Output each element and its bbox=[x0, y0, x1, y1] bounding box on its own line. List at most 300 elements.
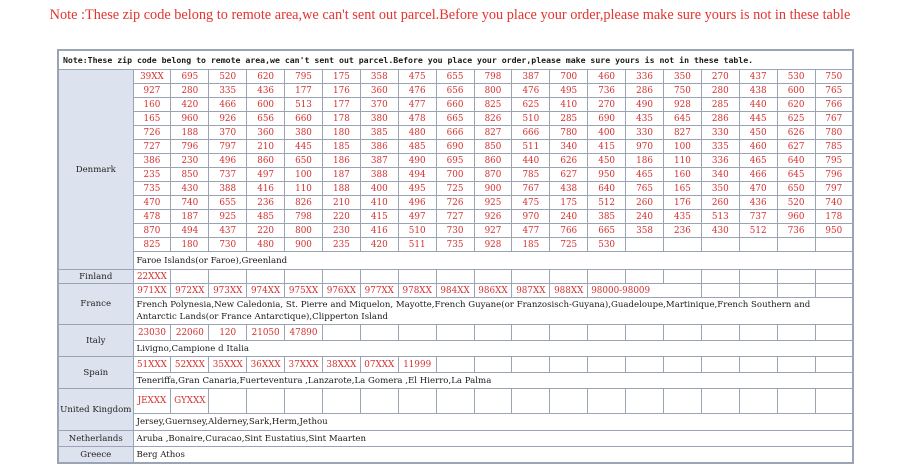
zip-code-cell: 210 bbox=[322, 196, 360, 210]
zip-code-cell: 388 bbox=[209, 182, 247, 196]
zip-code-cell: GYXXX bbox=[171, 389, 209, 414]
zip-code-cell: 438 bbox=[550, 182, 588, 196]
zip-code-cell: 780 bbox=[815, 126, 853, 140]
zip-code-cell: 336 bbox=[626, 70, 664, 84]
zip-code-cell: 230 bbox=[171, 154, 209, 168]
zip-code-cell: 735 bbox=[436, 238, 474, 252]
zip-code-cell: 666 bbox=[512, 126, 550, 140]
zip-code-cell: JEXXX bbox=[133, 389, 171, 414]
zip-code-cell: 970 bbox=[512, 210, 550, 224]
italy-regions-row bbox=[58, 341, 853, 357]
empty-cell bbox=[550, 357, 588, 373]
zip-code-cell: 730 bbox=[436, 224, 474, 238]
empty-cell bbox=[588, 325, 626, 341]
zip-code-cell: 445 bbox=[739, 112, 777, 126]
empty-cell bbox=[474, 270, 512, 284]
zip-code-cell: 984XX bbox=[436, 284, 474, 298]
empty-cell bbox=[777, 238, 815, 252]
zip-code-cell: 186 bbox=[626, 154, 664, 168]
empty-cell bbox=[663, 389, 701, 414]
empty-cell bbox=[436, 325, 474, 341]
zip-code-cell: 360 bbox=[360, 84, 398, 98]
zip-code-cell: 960 bbox=[777, 210, 815, 224]
france-regions-row bbox=[58, 298, 853, 325]
zip-code-cell: 850 bbox=[474, 140, 512, 154]
empty-cell bbox=[588, 357, 626, 373]
country-denmark: Denmark bbox=[58, 70, 133, 270]
empty-cell bbox=[663, 270, 701, 284]
zip-code-cell: 23030 bbox=[133, 325, 171, 341]
zip-code-cell: 22XXX bbox=[133, 270, 171, 284]
zip-code-cell: 665 bbox=[436, 112, 474, 126]
zip-code-cell: 165 bbox=[133, 112, 171, 126]
zip-code-cell: 385 bbox=[588, 210, 626, 224]
zip-code-cell: 950 bbox=[815, 224, 853, 238]
zip-code-cell: 626 bbox=[550, 154, 588, 168]
zip-code-cell: 416 bbox=[360, 224, 398, 238]
zip-code-cell: 986XX bbox=[474, 284, 512, 298]
zip-code-cell: 466 bbox=[209, 98, 247, 112]
zip-code-cell: 415 bbox=[588, 140, 626, 154]
empty-cell bbox=[739, 238, 777, 252]
zip-code-cell: 330 bbox=[626, 126, 664, 140]
zip-code-cell: 725 bbox=[436, 182, 474, 196]
zip-code-cell: 460 bbox=[739, 140, 777, 154]
zip-code-cell: 52XXX bbox=[171, 357, 209, 373]
zip-code-cell: 825 bbox=[474, 98, 512, 112]
zip-code-cell: 478 bbox=[133, 210, 171, 224]
zip-code-cell: 826 bbox=[474, 112, 512, 126]
zip-code-cell: 497 bbox=[247, 168, 285, 182]
denmark-codes-row bbox=[58, 140, 853, 154]
zip-code-cell: 185 bbox=[512, 238, 550, 252]
zip-code-cell: 387 bbox=[512, 70, 550, 84]
zip-code-cell: 988XX bbox=[550, 284, 588, 298]
zip-code-cell: 485 bbox=[247, 210, 285, 224]
zip-code-cell: 695 bbox=[436, 154, 474, 168]
country-uk: United Kingdom bbox=[58, 389, 133, 431]
zip-code-cell: 800 bbox=[474, 84, 512, 98]
zip-code-cell: 386 bbox=[133, 154, 171, 168]
zip-code-cell: 785 bbox=[815, 140, 853, 154]
empty-cell bbox=[398, 389, 436, 414]
empty-cell bbox=[777, 357, 815, 373]
denmark-codes-row bbox=[58, 98, 853, 112]
zip-code-cell: 826 bbox=[285, 196, 323, 210]
zip-code-cell: 120 bbox=[209, 325, 247, 341]
zip-code-cell: 260 bbox=[626, 196, 664, 210]
zip-code-cell: 971XX bbox=[133, 284, 171, 298]
zip-code-cell: 600 bbox=[247, 98, 285, 112]
zip-code-cell: 188 bbox=[171, 126, 209, 140]
zip-code-cell: 727 bbox=[133, 140, 171, 154]
zip-code-cell: 450 bbox=[739, 126, 777, 140]
zip-code-cell: 795 bbox=[815, 154, 853, 168]
zip-code-cell: 974XX bbox=[247, 284, 285, 298]
zip-code-cell: 51XXX bbox=[133, 357, 171, 373]
zip-code-cell: 850 bbox=[171, 168, 209, 182]
zip-code-cell: 645 bbox=[663, 112, 701, 126]
zip-code-cell: 640 bbox=[777, 154, 815, 168]
zip-code-cell: 975XX bbox=[285, 284, 323, 298]
zip-code-cell: 358 bbox=[626, 224, 664, 238]
zip-code-cell: 285 bbox=[550, 112, 588, 126]
zip-code-cell: 435 bbox=[626, 112, 664, 126]
zip-code-cell: 860 bbox=[474, 154, 512, 168]
zip-code-cell: 436 bbox=[247, 84, 285, 98]
zip-code-cell: 185 bbox=[322, 140, 360, 154]
table-header-row bbox=[58, 50, 853, 70]
zip-code-cell: 465 bbox=[626, 168, 664, 182]
netherlands-regions: Aruba ,Bonaire,Curacao,Sint Eustatius,Sint Maarten bbox=[133, 431, 853, 447]
empty-cell bbox=[550, 325, 588, 341]
zip-code-cell: 655 bbox=[209, 196, 247, 210]
zip-code-cell: 330 bbox=[701, 126, 739, 140]
zip-code-cell: 415 bbox=[360, 210, 398, 224]
empty-cell bbox=[663, 357, 701, 373]
empty-cell bbox=[512, 357, 550, 373]
empty-cell bbox=[663, 238, 701, 252]
zip-code-cell: 825 bbox=[133, 238, 171, 252]
zip-code-cell: 600 bbox=[777, 84, 815, 98]
zip-code-cell: 388 bbox=[360, 168, 398, 182]
denmark-codes-row bbox=[58, 182, 853, 196]
empty-cell bbox=[474, 325, 512, 341]
empty-cell bbox=[739, 325, 777, 341]
zip-code-cell: 410 bbox=[360, 196, 398, 210]
country-spain: Spain bbox=[58, 357, 133, 389]
zip-code-cell: 335 bbox=[701, 140, 739, 154]
zip-code-cell: 650 bbox=[777, 182, 815, 196]
empty-cell bbox=[209, 389, 247, 414]
zip-code-cell: 466 bbox=[739, 168, 777, 182]
empty-cell bbox=[550, 270, 588, 284]
zip-code-cell: 335 bbox=[209, 84, 247, 98]
table-header: Note:These zip code belong to remote area,we can't sent out parcel.Before you place your order,please make sure yours is not in these table. bbox=[58, 50, 853, 70]
spain-regions-row bbox=[58, 373, 853, 389]
empty-cell bbox=[474, 389, 512, 414]
denmark-codes-row bbox=[58, 84, 853, 98]
empty-cell bbox=[739, 389, 777, 414]
zip-code-cell: 800 bbox=[285, 224, 323, 238]
zip-code-cell: 490 bbox=[398, 154, 436, 168]
zip-code-cell: 286 bbox=[701, 112, 739, 126]
zip-code-cell: 480 bbox=[398, 126, 436, 140]
zip-code-cell: 110 bbox=[663, 154, 701, 168]
empty-cell bbox=[285, 389, 323, 414]
zip-code-cell: 977XX bbox=[360, 284, 398, 298]
zip-code-cell: 970 bbox=[626, 140, 664, 154]
zip-code-cell: 400 bbox=[360, 182, 398, 196]
zip-code-cell: 900 bbox=[285, 238, 323, 252]
zip-code-cell: 725 bbox=[550, 238, 588, 252]
zip-code-cell: 927 bbox=[474, 224, 512, 238]
zip-code-cell: 767 bbox=[512, 182, 550, 196]
zip-code-cell: 35XXX bbox=[209, 357, 247, 373]
zip-code-cell: 110 bbox=[285, 182, 323, 196]
zip-code-cell: 765 bbox=[815, 84, 853, 98]
zip-code-cell: 476 bbox=[512, 84, 550, 98]
zip-code-cell: 188 bbox=[322, 182, 360, 196]
zip-code-cell: 496 bbox=[398, 196, 436, 210]
zip-code-cell: 750 bbox=[663, 84, 701, 98]
empty-cell bbox=[701, 357, 739, 373]
zip-code-cell: 475 bbox=[512, 196, 550, 210]
zip-code-cell: 477 bbox=[512, 224, 550, 238]
empty-cell bbox=[626, 389, 664, 414]
zip-code-cell: 186 bbox=[322, 154, 360, 168]
zip-code-cell: 690 bbox=[588, 112, 626, 126]
zip-code-cell: 47890 bbox=[285, 325, 323, 341]
zip-code-cell: 476 bbox=[398, 84, 436, 98]
zip-code-cell: 460 bbox=[588, 70, 626, 84]
zip-code-cell: 437 bbox=[739, 70, 777, 84]
zip-code-cell: 737 bbox=[209, 168, 247, 182]
zip-code-cell: 797 bbox=[815, 182, 853, 196]
empty-cell bbox=[739, 270, 777, 284]
empty-cell bbox=[247, 389, 285, 414]
empty-cell bbox=[626, 270, 664, 284]
spain-regions: Teneriffa,Gran Canaria,Fuerteventura ,Lanzarote,La Gomera ,El Hierro,La Palma bbox=[133, 373, 853, 389]
zip-code-cell: 976XX bbox=[322, 284, 360, 298]
zip-code-cell: 336 bbox=[701, 154, 739, 168]
zip-code-cell: 511 bbox=[512, 140, 550, 154]
uk-regions-row bbox=[58, 414, 853, 431]
zip-code-cell: 798 bbox=[285, 210, 323, 224]
zip-code-cell: 100 bbox=[663, 140, 701, 154]
zip-code-cell: 176 bbox=[663, 196, 701, 210]
zip-code-cell: 436 bbox=[739, 196, 777, 210]
zip-code-cell: 230 bbox=[322, 224, 360, 238]
zip-code-cell: 430 bbox=[701, 224, 739, 238]
zip-code-cell: 165 bbox=[663, 182, 701, 196]
zip-code-cell: 177 bbox=[285, 84, 323, 98]
zip-code-cell: 666 bbox=[436, 126, 474, 140]
denmark-regions-row bbox=[58, 252, 853, 270]
zip-code-cell: 766 bbox=[550, 224, 588, 238]
zip-code-cell: 387 bbox=[360, 154, 398, 168]
zip-code-cell: 21050 bbox=[247, 325, 285, 341]
zip-code-cell: 438 bbox=[739, 84, 777, 98]
zip-code-cell: 360 bbox=[247, 126, 285, 140]
zip-code-cell: 925 bbox=[474, 196, 512, 210]
zip-code-cell: 440 bbox=[512, 154, 550, 168]
zip-code-cell: 450 bbox=[588, 154, 626, 168]
finland-codes-row bbox=[58, 270, 853, 284]
zip-code-cell: 36XXX bbox=[247, 357, 285, 373]
zip-code-cell: 350 bbox=[663, 70, 701, 84]
zip-code-cell: 926 bbox=[474, 210, 512, 224]
zip-code-cell: 235 bbox=[133, 168, 171, 182]
zip-code-cell: 38XXX bbox=[322, 357, 360, 373]
empty-cell bbox=[626, 238, 664, 252]
zip-code-cell: 512 bbox=[739, 224, 777, 238]
zip-code-cell: 340 bbox=[701, 168, 739, 182]
empty-cell bbox=[777, 270, 815, 284]
denmark-codes-row bbox=[58, 196, 853, 210]
zip-code-cell: 700 bbox=[436, 168, 474, 182]
zip-code-cell: 280 bbox=[171, 84, 209, 98]
empty-cell bbox=[626, 325, 664, 341]
zip-code-cell: 627 bbox=[550, 168, 588, 182]
zip-code-cell: 187 bbox=[171, 210, 209, 224]
zip-code-cell: 420 bbox=[171, 98, 209, 112]
zip-code-cell: 973XX bbox=[209, 284, 247, 298]
zip-code-cell: 626 bbox=[777, 126, 815, 140]
zip-code-cell: 870 bbox=[474, 168, 512, 182]
country-france: France bbox=[58, 284, 133, 325]
empty-cell bbox=[815, 357, 853, 373]
zip-code-cell: 927 bbox=[133, 84, 171, 98]
empty-cell bbox=[436, 270, 474, 284]
zip-code-cell: 730 bbox=[209, 238, 247, 252]
zip-code-cell: 620 bbox=[777, 98, 815, 112]
empty-cell bbox=[322, 325, 360, 341]
empty-cell bbox=[701, 325, 739, 341]
spain-codes-row bbox=[58, 357, 853, 373]
zip-code-cell: 737 bbox=[739, 210, 777, 224]
zip-code-cell: 470 bbox=[739, 182, 777, 196]
zip-code-cell: 160 bbox=[663, 168, 701, 182]
empty-cell bbox=[701, 389, 739, 414]
zip-code-cell: 520 bbox=[777, 196, 815, 210]
zip-code-cell: 512 bbox=[588, 196, 626, 210]
zip-code-cell: 220 bbox=[247, 224, 285, 238]
italy-regions: Livigno,Campione d Italia bbox=[133, 341, 853, 357]
greece-regions: Berg Athos bbox=[133, 447, 853, 464]
zip-code-cell: 726 bbox=[133, 126, 171, 140]
zip-code-cell: 358 bbox=[360, 70, 398, 84]
zip-code-cell: 420 bbox=[360, 238, 398, 252]
zip-code-cell: 160 bbox=[133, 98, 171, 112]
zip-code-cell: 435 bbox=[663, 210, 701, 224]
empty-cell bbox=[209, 270, 247, 284]
zip-code-cell: 210 bbox=[247, 140, 285, 154]
netherlands-regions-row bbox=[58, 431, 853, 447]
zip-code-cell: 11999 bbox=[398, 357, 436, 373]
zip-code-cell: 625 bbox=[512, 98, 550, 112]
empty-cell bbox=[777, 284, 815, 298]
zip-code-cell: 340 bbox=[550, 140, 588, 154]
zip-code-cell: 465 bbox=[739, 154, 777, 168]
zip-code-cell: 495 bbox=[550, 84, 588, 98]
zip-code-cell: 950 bbox=[588, 168, 626, 182]
zip-code-cell: 98000-98009 bbox=[588, 284, 702, 298]
zip-code-cell: 485 bbox=[398, 140, 436, 154]
denmark-codes-row bbox=[58, 126, 853, 140]
zip-code-cell: 470 bbox=[133, 196, 171, 210]
zip-code-cell: 627 bbox=[777, 140, 815, 154]
zip-code-cell: 480 bbox=[247, 238, 285, 252]
zip-code-cell: 656 bbox=[247, 112, 285, 126]
zip-code-cell: 827 bbox=[663, 126, 701, 140]
denmark-regions: Faroe Islands(or Faroe),Greenland bbox=[133, 252, 853, 270]
zip-code-cell: 987XX bbox=[512, 284, 550, 298]
zip-code-cell: 695 bbox=[171, 70, 209, 84]
denmark-codes-row bbox=[58, 224, 853, 238]
zip-code-cell: 416 bbox=[247, 182, 285, 196]
greece-regions-row bbox=[58, 447, 853, 464]
zip-code-cell: 270 bbox=[701, 70, 739, 84]
denmark-codes-row bbox=[58, 168, 853, 182]
empty-cell bbox=[398, 325, 436, 341]
zip-code-cell: 926 bbox=[209, 112, 247, 126]
zip-code-cell: 690 bbox=[436, 140, 474, 154]
france-regions: French Polynesia,New Caledonia, St. Pierre and Miquelon, Mayotte,French Guyane(or Franzosisch-Guyana),Guadeloupe,Martinique,French Southern and Antarctic Lands(or France Antarctique),Clipperton Island bbox=[133, 298, 853, 325]
country-italy: Italy bbox=[58, 325, 133, 357]
zip-code-cell: 236 bbox=[247, 196, 285, 210]
zip-code-cell: 37XXX bbox=[285, 357, 323, 373]
zip-code-cell: 796 bbox=[171, 140, 209, 154]
empty-cell bbox=[474, 357, 512, 373]
empty-cell bbox=[322, 270, 360, 284]
zip-code-cell: 475 bbox=[398, 70, 436, 84]
uk-regions: Jersey,Guernsey,Alderney,Sark,Herm,Jethou bbox=[133, 414, 853, 431]
zip-code-cell: 735 bbox=[133, 182, 171, 196]
zip-code-cell: 430 bbox=[171, 182, 209, 196]
zip-code-cell: 100 bbox=[285, 168, 323, 182]
zip-code-cell: 220 bbox=[322, 210, 360, 224]
zip-code-cell: 510 bbox=[512, 112, 550, 126]
zip-code-cell: 665 bbox=[588, 224, 626, 238]
zip-code-cell: 766 bbox=[815, 98, 853, 112]
france-codes-row bbox=[58, 284, 853, 298]
zip-code-cell: 513 bbox=[701, 210, 739, 224]
empty-cell bbox=[360, 325, 398, 341]
zip-code-cell: 511 bbox=[398, 238, 436, 252]
italy-codes-row bbox=[58, 325, 853, 341]
zip-code-cell: 22060 bbox=[171, 325, 209, 341]
zip-code-cell: 655 bbox=[436, 70, 474, 84]
zip-code-cell: 928 bbox=[474, 238, 512, 252]
empty-cell bbox=[436, 389, 474, 414]
zip-code-cell: 490 bbox=[626, 98, 664, 112]
zip-code-cell: 270 bbox=[588, 98, 626, 112]
zip-code-cell: 925 bbox=[209, 210, 247, 224]
zip-code-cell: 240 bbox=[550, 210, 588, 224]
zip-code-cell: 180 bbox=[171, 238, 209, 252]
empty-cell bbox=[398, 270, 436, 284]
page-note: Note :These zip code belong to remote area,we can't sent out parcel.Before you place your order,please make sure yours is not in these table bbox=[49, 7, 851, 23]
zip-code-cell: 440 bbox=[739, 98, 777, 112]
zip-code-cell: 513 bbox=[285, 98, 323, 112]
empty-cell bbox=[815, 389, 853, 414]
denmark-codes-row bbox=[58, 210, 853, 224]
empty-cell bbox=[588, 389, 626, 414]
zip-code-cell: 700 bbox=[550, 70, 588, 84]
zip-code-cell: 478 bbox=[398, 112, 436, 126]
zip-code-cell: 785 bbox=[512, 168, 550, 182]
empty-cell bbox=[777, 325, 815, 341]
denmark-codes-row bbox=[58, 238, 853, 252]
empty-cell bbox=[322, 389, 360, 414]
zip-code-cell: 827 bbox=[474, 126, 512, 140]
empty-cell bbox=[626, 357, 664, 373]
zip-code-cell: 370 bbox=[360, 98, 398, 112]
zip-code-cell: 740 bbox=[171, 196, 209, 210]
zip-code-cell: 510 bbox=[398, 224, 436, 238]
zip-code-cell: 386 bbox=[360, 140, 398, 154]
zip-code-cell: 494 bbox=[398, 168, 436, 182]
zip-code-cell: 797 bbox=[209, 140, 247, 154]
empty-cell bbox=[512, 389, 550, 414]
empty-cell bbox=[739, 284, 777, 298]
remote-zip-table bbox=[57, 49, 854, 464]
zip-code-cell: 410 bbox=[550, 98, 588, 112]
zip-code-cell: 235 bbox=[322, 238, 360, 252]
zip-code-cell: 900 bbox=[474, 182, 512, 196]
zip-code-cell: 495 bbox=[398, 182, 436, 196]
